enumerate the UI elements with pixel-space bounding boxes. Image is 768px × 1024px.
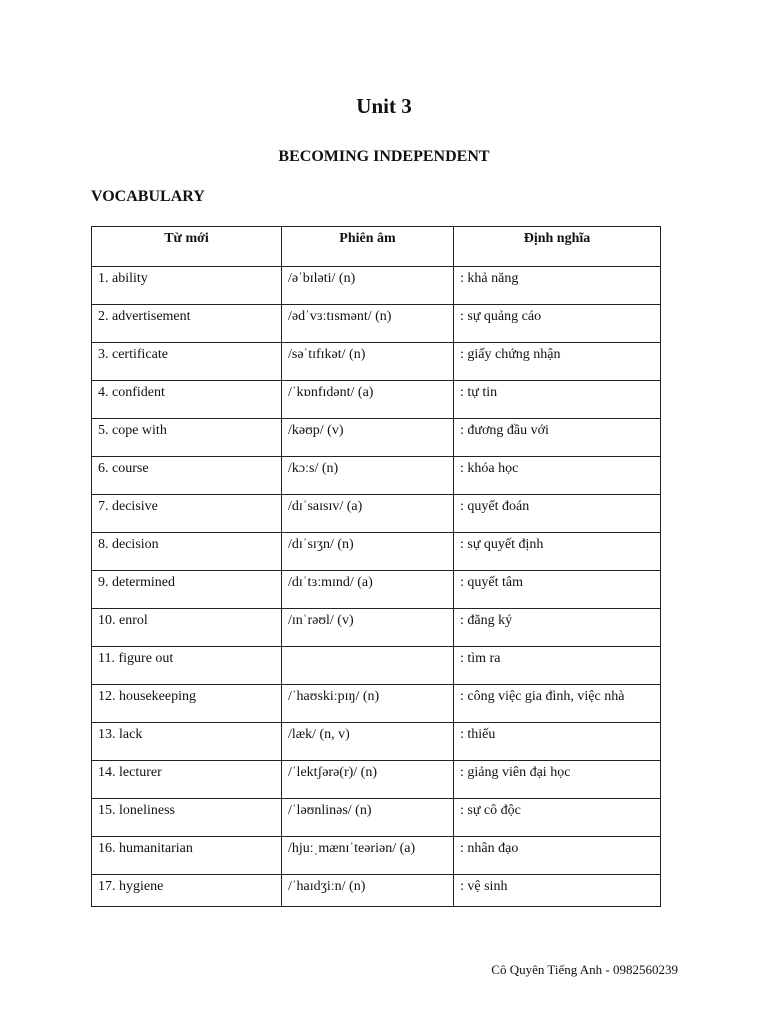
- cell-definition: : vệ sinh: [454, 875, 661, 907]
- cell-word: 8. decision: [92, 533, 282, 571]
- cell-pronunciation: /kəʊp/ (v): [282, 419, 454, 457]
- table-row: [92, 837, 661, 875]
- footer-credit: Cô Quyên Tiếng Anh - 0982560239: [491, 962, 678, 977]
- table-row: [92, 343, 661, 381]
- cell-definition: : nhân đạo: [454, 837, 661, 875]
- cell-pronunciation: /ˈlektʃərə(r)/ (n): [282, 761, 454, 799]
- table-row: [92, 267, 661, 305]
- cell-word: 13. lack: [92, 723, 282, 761]
- cell-word: 9. determined: [92, 571, 282, 609]
- cell-word: 16. humanitarian: [92, 837, 282, 875]
- cell-pronunciation: /kɔːs/ (n): [282, 457, 454, 495]
- header-new-word: Từ mới: [92, 227, 282, 267]
- cell-word: 6. course: [92, 457, 282, 495]
- cell-definition: : đăng ký: [454, 609, 661, 647]
- cell-definition: : công việc gia đình, việc nhà: [454, 685, 661, 723]
- cell-definition: : quyết tâm: [454, 571, 661, 609]
- cell-definition: : khả năng: [454, 267, 661, 305]
- cell-word: 7. decisive: [92, 495, 282, 533]
- header-pronunciation: Phiên âm: [282, 227, 454, 267]
- cell-word: 2. advertisement: [92, 305, 282, 343]
- cell-word: 17. hygiene: [92, 875, 282, 907]
- table-body: [92, 267, 661, 907]
- cell-word: 12. housekeeping: [92, 685, 282, 723]
- table-row: [92, 419, 661, 457]
- table-row: [92, 875, 661, 907]
- cell-definition: : quyết đoán: [454, 495, 661, 533]
- cell-definition: : tự tin: [454, 381, 661, 419]
- cell-definition: : giấy chứng nhận: [454, 343, 661, 381]
- header-definition: Định nghĩa: [454, 227, 661, 267]
- cell-word: 5. cope with: [92, 419, 282, 457]
- cell-pronunciation: /ˈhaʊskiːpɪŋ/ (n): [282, 685, 454, 723]
- cell-word: 3. certificate: [92, 343, 282, 381]
- cell-pronunciation: /ˈkɒnfɪdənt/ (a): [282, 381, 454, 419]
- cell-definition: : giảng viên đại học: [454, 761, 661, 799]
- table-row: [92, 723, 661, 761]
- cell-definition: : sự quyết định: [454, 533, 661, 571]
- cell-word: 15. loneliness: [92, 799, 282, 837]
- table-row: [92, 305, 661, 343]
- cell-pronunciation: /hjuːˌmænɪˈteəriən/ (a): [282, 837, 454, 875]
- cell-pronunciation: /ˈləʊnlinəs/ (n): [282, 799, 454, 837]
- cell-definition: : khóa học: [454, 457, 661, 495]
- cell-word: 4. confident: [92, 381, 282, 419]
- section-heading: VOCABULARY: [91, 188, 205, 205]
- cell-pronunciation: /dɪˈtɜːmɪnd/ (a): [282, 571, 454, 609]
- cell-word: 10. enrol: [92, 609, 282, 647]
- unit-subtitle: BECOMING INDEPENDENT: [278, 148, 490, 165]
- cell-pronunciation: /dɪˈsɪʒn/ (n): [282, 533, 454, 571]
- page-title: Unit 3: [356, 94, 412, 118]
- table-row: [92, 571, 661, 609]
- table-header-row: [92, 227, 661, 267]
- cell-definition: : sự cô độc: [454, 799, 661, 837]
- cell-pronunciation: /ədˈvɜːtɪsmənt/ (n): [282, 305, 454, 343]
- cell-word: 11. figure out: [92, 647, 282, 685]
- table-row: [92, 495, 661, 533]
- table-row: [92, 457, 661, 495]
- cell-pronunciation: /læk/ (n, v): [282, 723, 454, 761]
- cell-pronunciation: /səˈtɪfɪkət/ (n): [282, 343, 454, 381]
- table-row: [92, 761, 661, 799]
- vocabulary-table: [91, 226, 661, 907]
- table-row: [92, 609, 661, 647]
- cell-pronunciation: /dɪˈsaɪsɪv/ (a): [282, 495, 454, 533]
- table-row: [92, 533, 661, 571]
- table-row: [92, 381, 661, 419]
- table-row: [92, 647, 661, 685]
- cell-word: 14. lecturer: [92, 761, 282, 799]
- cell-pronunciation: /əˈbɪləti/ (n): [282, 267, 454, 305]
- table-row: [92, 799, 661, 837]
- cell-pronunciation: [282, 647, 454, 685]
- cell-definition: : sự quảng cáo: [454, 305, 661, 343]
- cell-definition: : tìm ra: [454, 647, 661, 685]
- cell-definition: : đương đầu với: [454, 419, 661, 457]
- cell-definition: : thiếu: [454, 723, 661, 761]
- cell-word: 1. ability: [92, 267, 282, 305]
- table-row: [92, 685, 661, 723]
- cell-pronunciation: /ɪnˈrəʊl/ (v): [282, 609, 454, 647]
- cell-pronunciation: /ˈhaɪdʒiːn/ (n): [282, 875, 454, 907]
